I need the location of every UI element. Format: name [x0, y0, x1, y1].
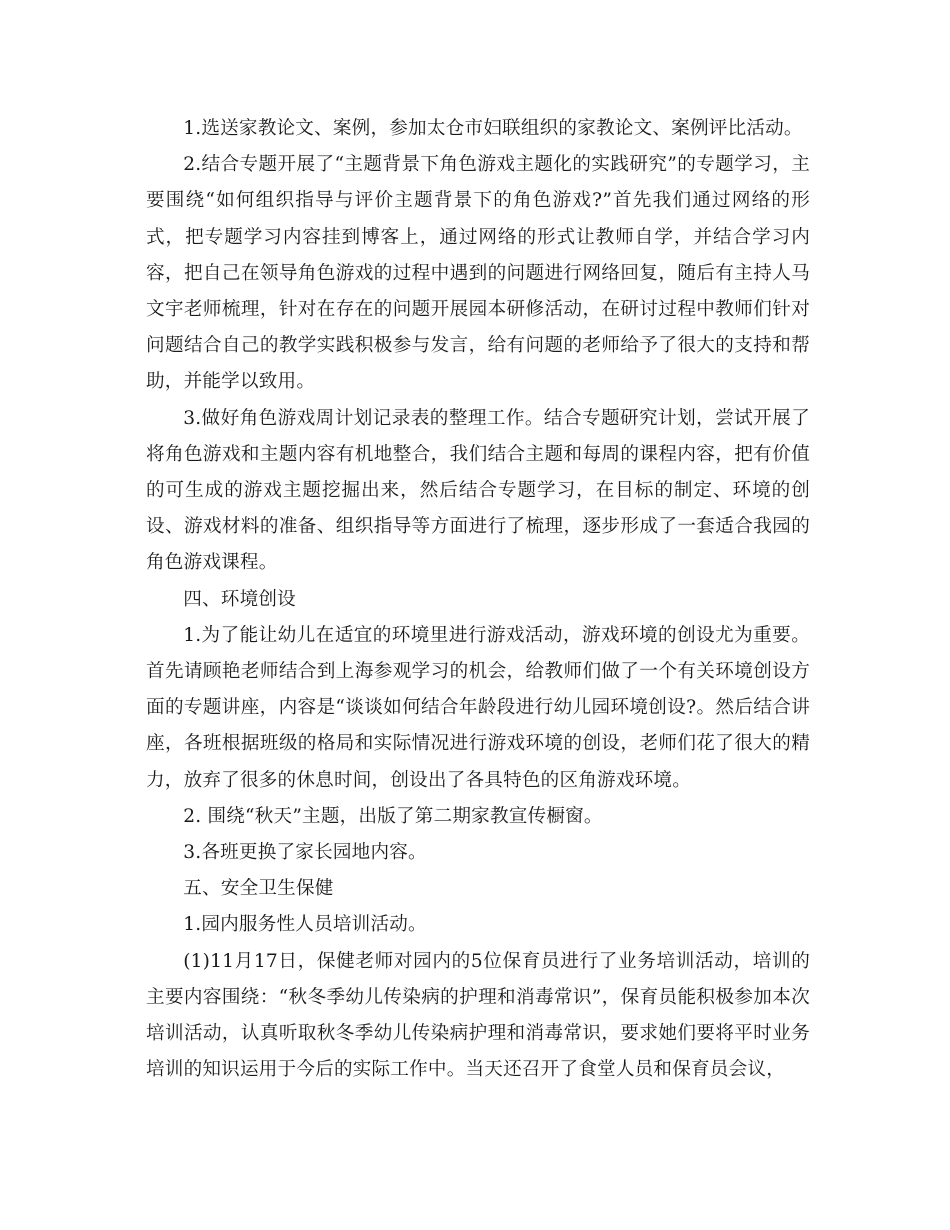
section-heading-safety: 五、安全卫生保健: [183, 878, 334, 900]
paragraph-parent-board: 3.各班更换了家长园地内容。: [183, 842, 427, 864]
document-body: [146, 111, 810, 1088]
paragraph-staff-training: 1.园内服务性人员培训活动。: [183, 914, 427, 936]
paragraph-autumn-window: 2. 围绕“秋天”主题，出版了第二期家教宣传橱窗。: [183, 805, 603, 827]
paragraph-environment-design: 1.为了能让幼儿在适宜的环境里进行游戏活动，游戏环境的创设尤为重要。首先请顾艳老师结合到上海参观学习的机会，给教师们做了一个有关环境创设方面的专题讲座，内容是“谈谈如何结合年龄段进行幼儿园环境创设?。然后结合讲座，各班根据班级的格局和实际情况进行游戏环境的创设，老师们花了很大的精力，放弃了很多的休息时间，创设出了各具特色的区角游戏环境。: [146, 624, 810, 791]
section-heading-environment: 四、环境创设: [183, 588, 296, 610]
paragraph-essay-selection: 1.选送家教论文、案例，参加太仓市妇联组织的家教论文、案例评比活动。: [183, 118, 803, 139]
paragraph-nov17-training: (1)11月17日，保健老师对园内的5位保育员进行了业务培训活动，培训的主要内容围绕：“秋冬季幼儿传染病的护理和消毒常识”，保育员能积极参加本次培训活动，认真听取秋冬季幼儿传染病护理和消毒常识，要求她们要将平时业务培训的知识运用于今后的实际工作中。当天还召开了食堂人员和保育员会议，: [146, 950, 810, 1081]
paragraph-game-records: 3.做好角色游戏周计划记录表的整理工作。结合专题研究计划，尝试开展了将角色游戏和主题内容有机地整合，我们结合主题和每周的课程内容，把有价值的可生成的游戏主题挖掘出来，然后结合专题学习，在目标的制定、环境的创设、游戏材料的准备、组织指导等方面进行了梳理，逐步形成了一套适合我园的角色游戏课程。: [146, 407, 810, 574]
paragraph-topic-study: 2.结合专题开展了“主题背景下角色游戏主题化的实践研究”的专题学习，主要围绕“如何组织指导与评价主题背景下的角色游戏?”首先我们通过网络的形式，把专题学习内容挂到博客上，通过网络的形式让教师自学，并结合学习内容，把自己在领导角色游戏的过程中遇到的问题进行网络回复，随后有主持人马文宇老师梳理，针对在存在的问题开展园本研修活动，在研讨过程中教师们针对问题结合自己的教学实践积极参与发言，给有问题的老师给予了很大的支持和帮助，并能学以致用。: [146, 154, 810, 393]
